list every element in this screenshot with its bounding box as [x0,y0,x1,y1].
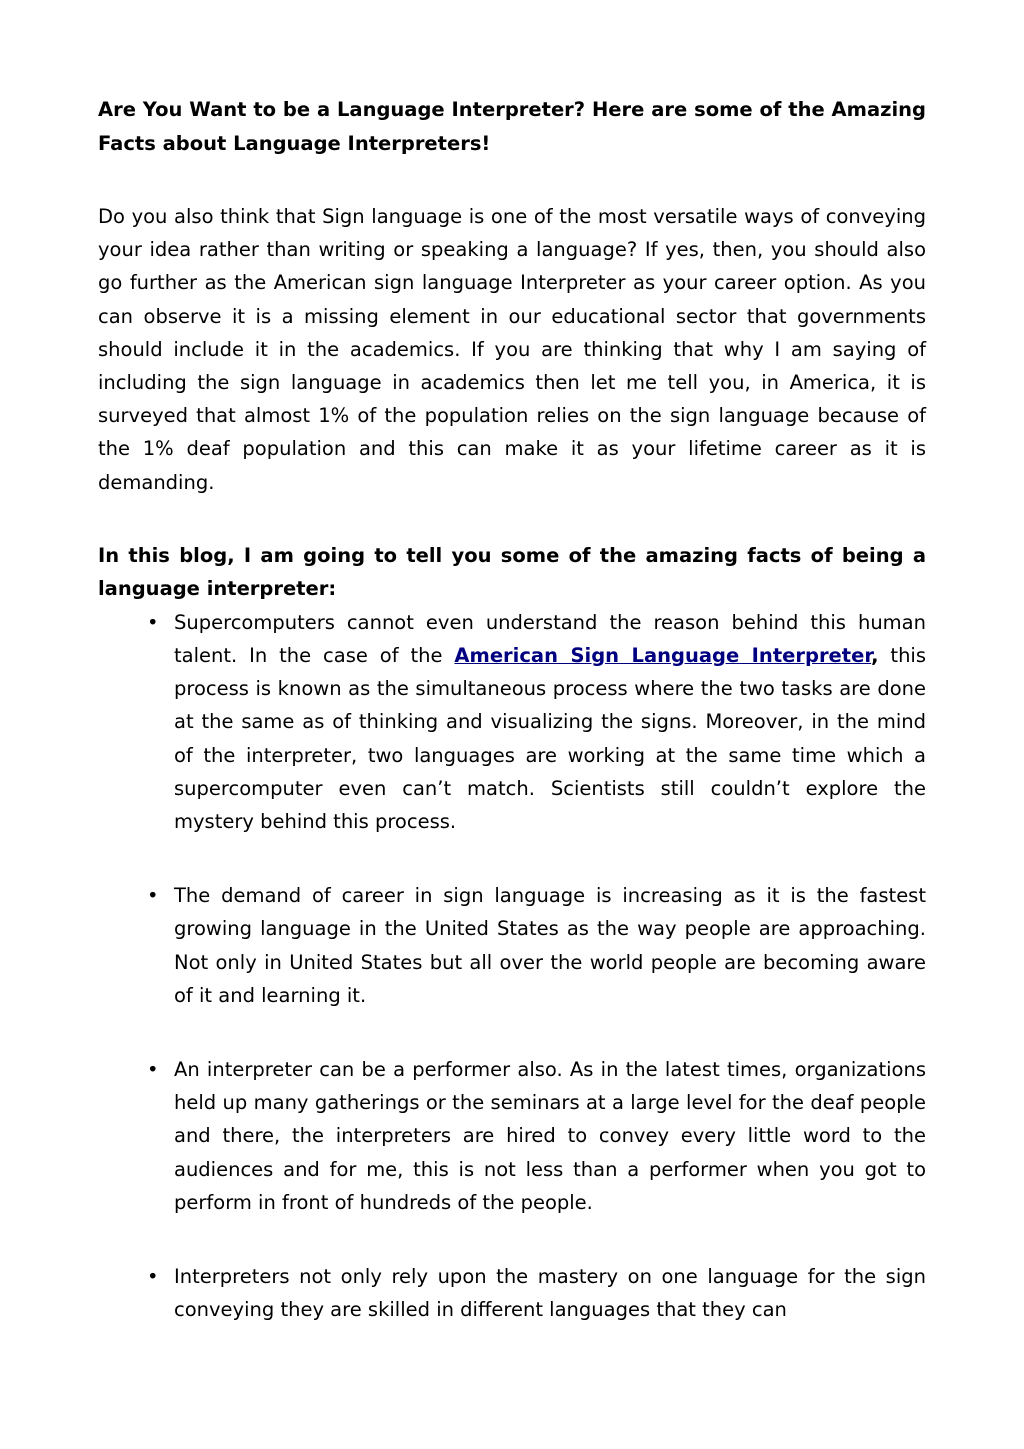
link-comma: , [871,644,879,668]
fact-item [98,1260,926,1326]
fact-item [98,1053,926,1219]
bullet-icon: • [147,1265,159,1289]
fact-text: The demand of career in sign language is increasing as it is the fastest growing language in the United States as the way people are approaching. Not only in United States but all over the world people are becoming aware of it and learning it. [174,884,926,1007]
document-page [98,93,926,1326]
facts-heading: In this blog, I am going to tell you some of the amazing facts of being a language interpreter: [98,543,926,601]
bullet-icon: • [147,884,159,908]
intro-paragraph: Do you also think that Sign language is one of the most versatile ways of conveying your idea rather than writing or speaking a language? If yes, then, you should also go further as the American sign language Interpreter as your career option. As you can observe it is a missing element in our educational sector that governments should include it in the academics. If you are thinking that why I am saying of including the sign language in academics then let me tell you, in America, it is surveyed that almost 1% of the population relies on the sign language because of the 1% deaf population and this can make it as your lifetime career as it is demanding. [98,205,926,494]
fact-text: Interpreters not only rely upon the mastery on one language for the sign conveying they are skilled in different languages that they can [174,1265,926,1322]
asl-interpreter-link[interactable]: American Sign Language Interpreter [454,644,872,668]
fact-text: this process is known as the simultaneous process where the two tasks are done at the same as of thinking and visualizing the signs. Moreover, in the mind of the interpreter, two languages are working at the same time which a supercomputer even can’t match. Scientists still couldn’t explore the mystery behind this process. [174,644,927,834]
bullet-icon: • [147,610,159,634]
document-title: Are You Want to be a Language Interpreter? Here are some of the Amazing Facts about Language Interpreters! [98,98,926,155]
bullet-icon: • [147,1058,159,1082]
facts-list [98,606,926,1327]
fact-item [98,879,926,1012]
fact-text: Supercomputers cannot even understand the reason behind this human talent. In the case of the [174,610,926,668]
fact-item [98,606,926,838]
fact-text: An interpreter can be a performer also. As in the latest times, organizations held up many gatherings or the seminars at a large level for the deaf people and there, the interpreters are hired to convey every little word to the audiences and for me, this is not less than a performer when you got to perform in front of hundreds of the people. [174,1058,926,1214]
